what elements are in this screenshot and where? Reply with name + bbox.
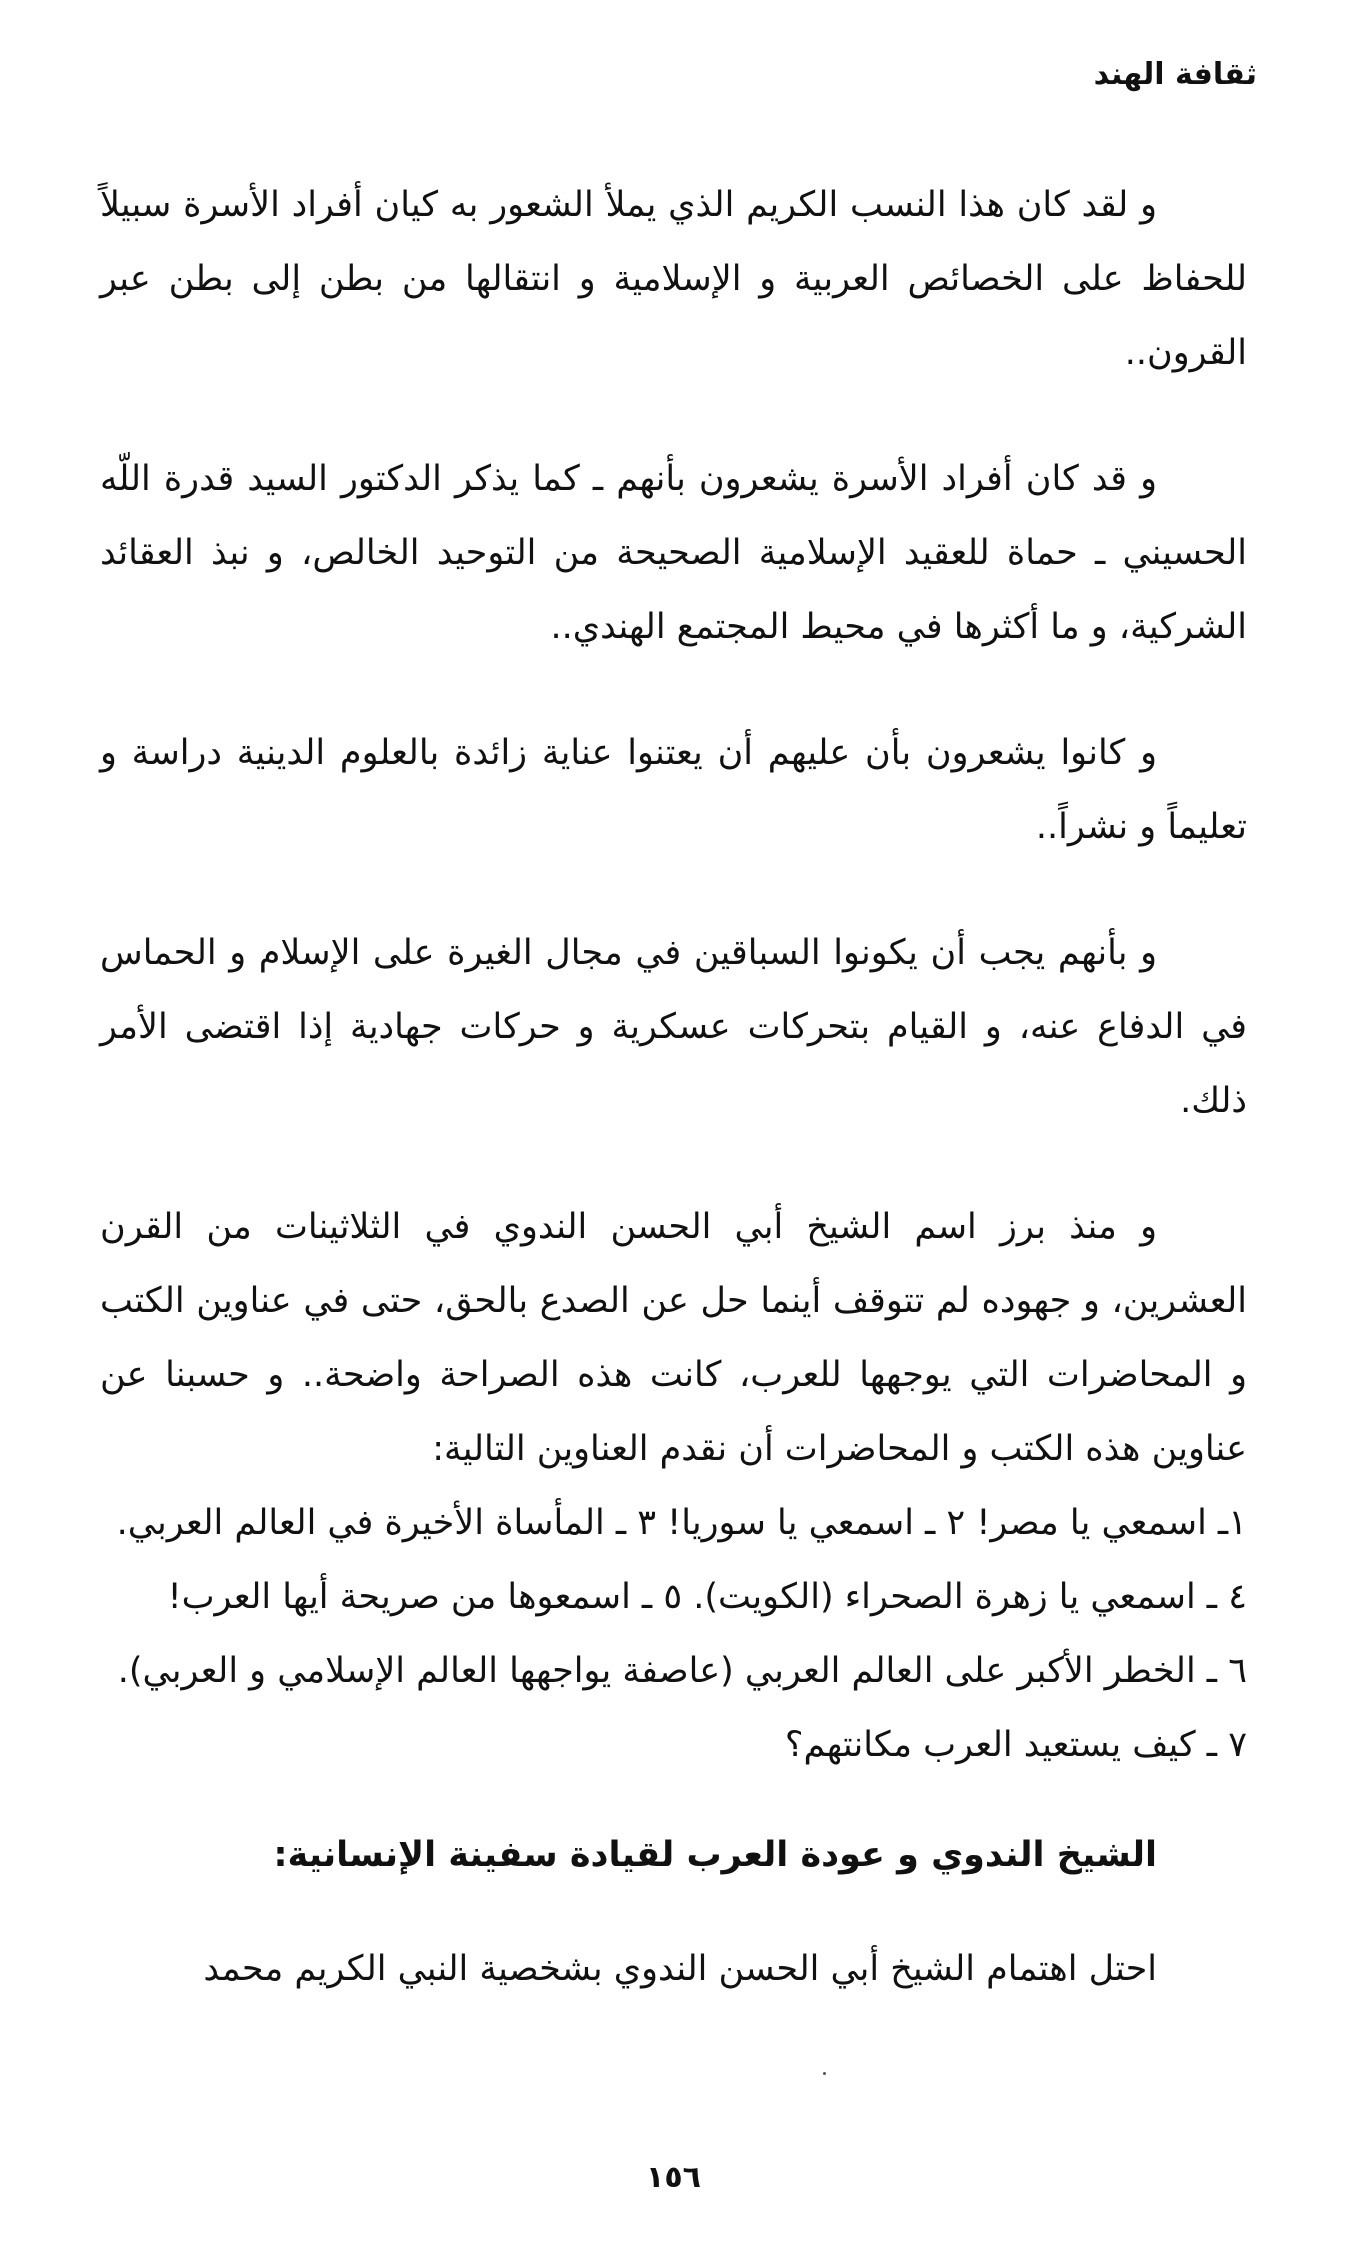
title-list-line: ١ـ اسمعي يا مصر! ٢ ـ اسمعي يا سوريا! ٣ ـ المأساة الأخيرة في العالم العربي. — [116, 1503, 1247, 1543]
title-list-line: ٦ ـ الخطر الأكبر على العالم العربي (عاصفة يواجهها العالم الإسلامي و العربي). ٧ ـ كيف يستعيد العرب مكانتهم؟ — [117, 1651, 1247, 1765]
running-header: ثقافة الهند — [1093, 57, 1257, 92]
paragraph-religious-studies: و كانوا يشعرون بأن عليهم أن يعتنوا عناية زائدة بالعلوم الدينية دراسة و تعليماً و نشراً.. — [100, 733, 1247, 847]
page-number: ١٥٦ — [646, 2160, 701, 2195]
paragraph-nadwi-titles: و منذ برز اسم الشيخ أبي الحسن الندوي في الثلاثينات من القرن العشرين، و جهوده لم تتوقف أينما حل عن الصدع بالحق، حتى في عناوين الكتب و المحاضرات التي يوجهها للعرب، كانت هذه الصراحة واضحة.. و حسبنا عن عناوين هذه الكتب و المحاضرات أن نقدم العناوين التالية: — [100, 1207, 1247, 1469]
paragraph-closing: احتل اهتمام الشيخ أبي الحسن الندوي بشخصية النبي الكريم محمد — [203, 1949, 1157, 1989]
body-text — [100, 168, 1247, 2058]
paragraph-lineage: و لقد كان هذا النسب الكريم الذي يملأ الشعور به كيان أفراد الأسرة سبيلاً للحفاظ على الخصائص العربية و الإسلامية و انتقالها من بطن إلى بطن عبر القرون.. — [100, 185, 1247, 373]
paragraph-zeal: و بأنهم يجب أن يكونوا السباقين في مجال الغيرة على الإسلام و الحماس في الدفاع عنه، و القيام بتحركات عسكرية و حركات جهادية إذا اقتضى الأمر ذلك. — [100, 933, 1247, 1121]
section-subheading: الشيخ الندوي و عودة العرب لقيادة سفينة الإنسانية: — [273, 1835, 1157, 1875]
paragraph-family-role: و قد كان أفراد الأسرة يشعرون بأنهم ـ كما يذكر الدكتور السيد قدرة اللّه الحسيني ـ حماة للعقيد الإسلامية الصحيحة من التوحيد الخالص، و نبذ العقائد الشركية، و ما أكثرها في محيط المجتمع الهندي.. — [100, 459, 1247, 647]
scan-speck — [823, 2072, 826, 2075]
title-list-line: ٤ ـ اسمعي يا زهرة الصحراء (الكويت). ٥ ـ اسمعوها من صريحة أيها العرب! — [167, 1577, 1247, 1617]
